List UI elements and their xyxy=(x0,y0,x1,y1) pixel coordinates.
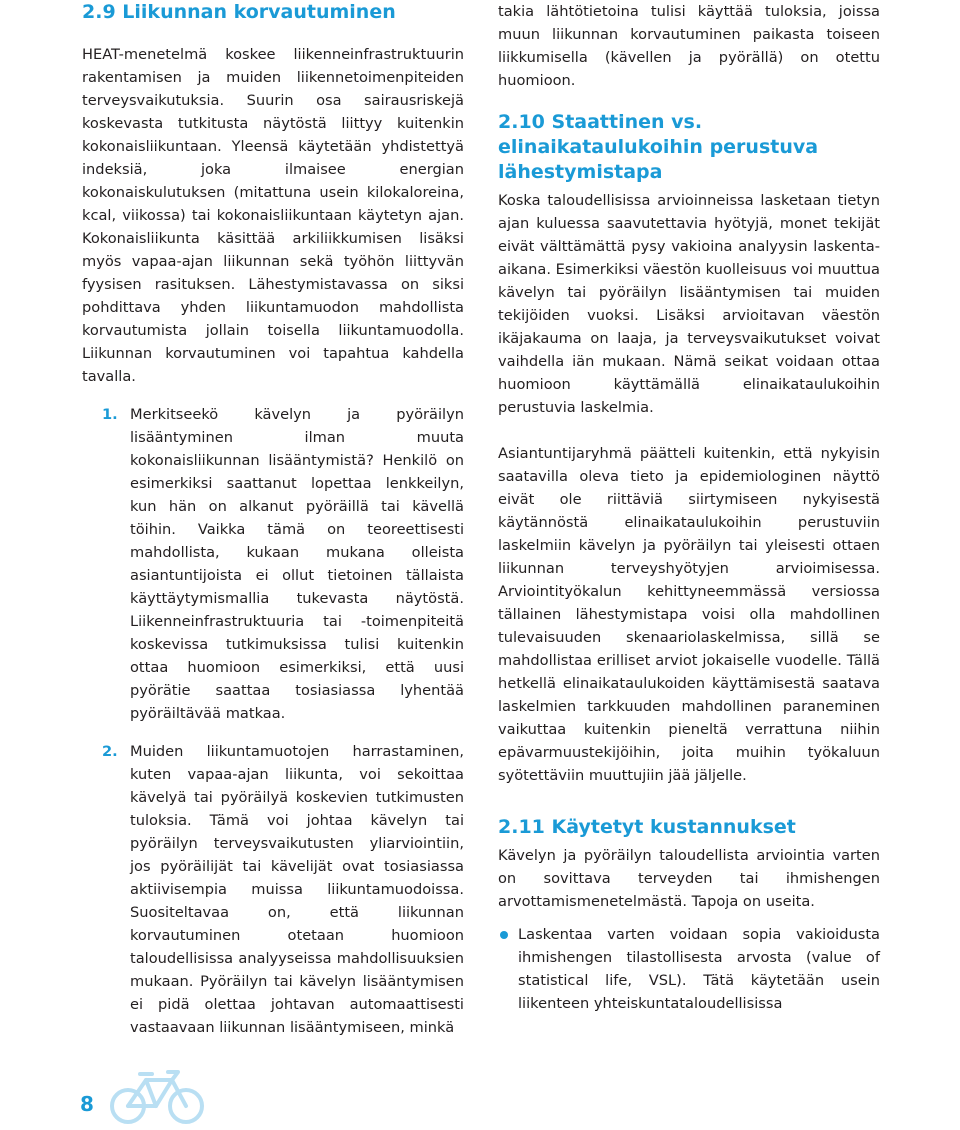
list-item-text: Merkitseekö kävelyn ja pyöräilyn lisääntyminen ilman muuta kokonaisliikunnan lisääntymistä? Henkilö on esimerkiksi saattanut lopettaa lenkkeilyn, kun hän on alkanut pyöräillä tai kävellä töihin. Vaikka tämä on teoreettisesti mahdollista, kukaan mukana olleista asiantuntijoista ei ollut tietoinen tällaista käyttäytymismallia tukevasta näytöstä. Liikenneinfrastruktuuria tai -toimenpiteitä koskevissa tutkimuksissa tulisi kuitenkin ottaa huomioon esimerkiksi, että uusi pyörätie saattaa tosiasiassa lyhentää pyöräiltävää matkaa. xyxy=(130,406,464,722)
heading-number: 2.9 xyxy=(82,1,116,23)
list-item-text: Muiden liikuntamuotojen harrastaminen, kuten vapaa-ajan liikunta, voi sekoittaa kävelyä tai pyöräilyä koskevien tutkimusten tuloksia. Tämä voi johtaa kävelyn tai pyöräilyn terveysvaikutusten yliarviointiin, jos pyöräilijät tai kävelijät ovat tosiasiassa aktiivisempia muissa liikuntamuodoissa. Suositeltavaa on, että liikunnan korvautuminen otetaan huomioon taloudellisissa analyyseissa mahdollisuuksien mukaan. Pyöräilyn tai kävelyn lisääntymisen ei pidä olettaa johtavan automaattisesti vastaavaan liikunnan lisääntymiseen, minkä xyxy=(130,743,464,1036)
intro-paragraph: HEAT-menetelmä koskee liikenneinfrastruktuurin rakentamisen ja muiden liikennetoimenpiteiden terveysvaikutuksia. Suurin osa sairausriskejä koskevasta tutkitusta näytöstä liittyy kuitenkin kokonaisliikuntaan. Yleensä käytetään yhdistettyä indeksiä, joka ilmaisee energian kokonaiskulutuksen (mitattuna usein kilokaloreina, kcal, viikossa) tai kokonaisliikuntaan käytetyn ajan. Kokonaisliikunta käsittää arkiliikkumisen lisäksi myös vapaa-ajan liikunnan sekä työhön liittyvän fyysisen rasituksen. Lähestymistavassa on siksi pohdittava yhden liikuntamuodon mahdollista korvautumista jollain toisella liikuntamuodolla. Liikunnan korvautuminen voi tapahtua kahdella tavalla. xyxy=(82,46,464,385)
heading-number: 2.10 xyxy=(498,111,545,133)
list-item xyxy=(82,403,464,725)
paragraph: Koska taloudellisissa arvioinneissa lasketaan tietyn ajan kuluessa saavutettavia hyötyjä, monet tekijät eivät välttämättä pysy vakioina analyysin laskenta-aikana. Esimerkiksi väestön kuolleisuus voi muuttua kävelyn tai pyöräilyn lisääntymisen tai muiden tekijöiden vuoksi. Lisäksi arvioitavan väestön ikäjakauma on laaja, ja terveysvaikutukset voivat vaihdella iän mukaan. Nämä seikat voidaan ottaa huomioon käyttämällä elinaikataulukoihin perustuvia laskelmia. xyxy=(498,192,880,416)
page-number: 8 xyxy=(80,1092,94,1116)
section-heading-2-10 xyxy=(498,110,880,185)
list-number: 2. xyxy=(102,743,118,760)
bullet-dot-icon xyxy=(500,931,508,939)
heading-title: Käytetyt kustannukset xyxy=(551,816,796,838)
left-column xyxy=(82,0,464,1039)
list-number: 1. xyxy=(102,406,118,423)
heading-title: Staattinen vs. elinaikataulukoihin perustuva lähestymistapa xyxy=(498,111,819,183)
heading-number: 2.11 xyxy=(498,816,545,838)
heading-title: Liikunnan korvautuminen xyxy=(122,1,396,23)
bullet-text: Laskentaa varten voidaan sopia vakioidusta ihmishengen tilastollisesta arvosta (value of statistical life, VSL). Tätä käytetään usein liikenteen yhteiskuntataloudellisissa xyxy=(518,926,880,1012)
paragraph: Kävelyn ja pyöräilyn taloudellista arviointia varten on sovittava terveyden tai ihmishengen arvottamismenetelmästä. Tapoja on useita. xyxy=(498,847,880,910)
continued-paragraph: takia lähtötietoina tulisi käyttää tuloksia, joissa muun liikunnan korvautuminen paikasta toiseen liikkumisella (kävellen ja pyörällä) on otettu huomioon. xyxy=(498,3,880,89)
bicycle-icon xyxy=(108,1066,208,1126)
list-item xyxy=(82,740,464,1039)
bullet-item xyxy=(498,923,880,1015)
section-heading-2-11 xyxy=(498,815,880,840)
section-heading-2-9 xyxy=(82,0,464,25)
paragraph: Asiantuntijaryhmä päätteli kuitenkin, että nykyisin saatavilla oleva tieto ja epidemiologinen näyttö eivät ole riittäviä siirtymiseen nykyisestä käytännöstä elinaikataulukoihin perustuviin laskelmiin kävelyn ja pyöräilyn tai yleisesti ottaen liikunnan terveyshyötyjen arvioimisessa. Arviointityökalun kehittyneemmässä versiossa tällainen lähestymistapa voisi olla mahdollinen tulevaisuuden skenaariolaskelmissa, sillä se mahdollistaa erilliset arviot jokaiselle vuodelle. Tällä hetkellä elinaikataulukoiden käyttämisestä saatava laskelmien tarkkuuden mahdollinen paraneminen vaikuttaa kuitenkin pieneltä verrattuna niihin epävarmuustekijöihin, joita muihin työkaluun syötettäviin muuttujiin jää jäljelle. xyxy=(498,445,880,784)
right-column xyxy=(498,0,880,1015)
